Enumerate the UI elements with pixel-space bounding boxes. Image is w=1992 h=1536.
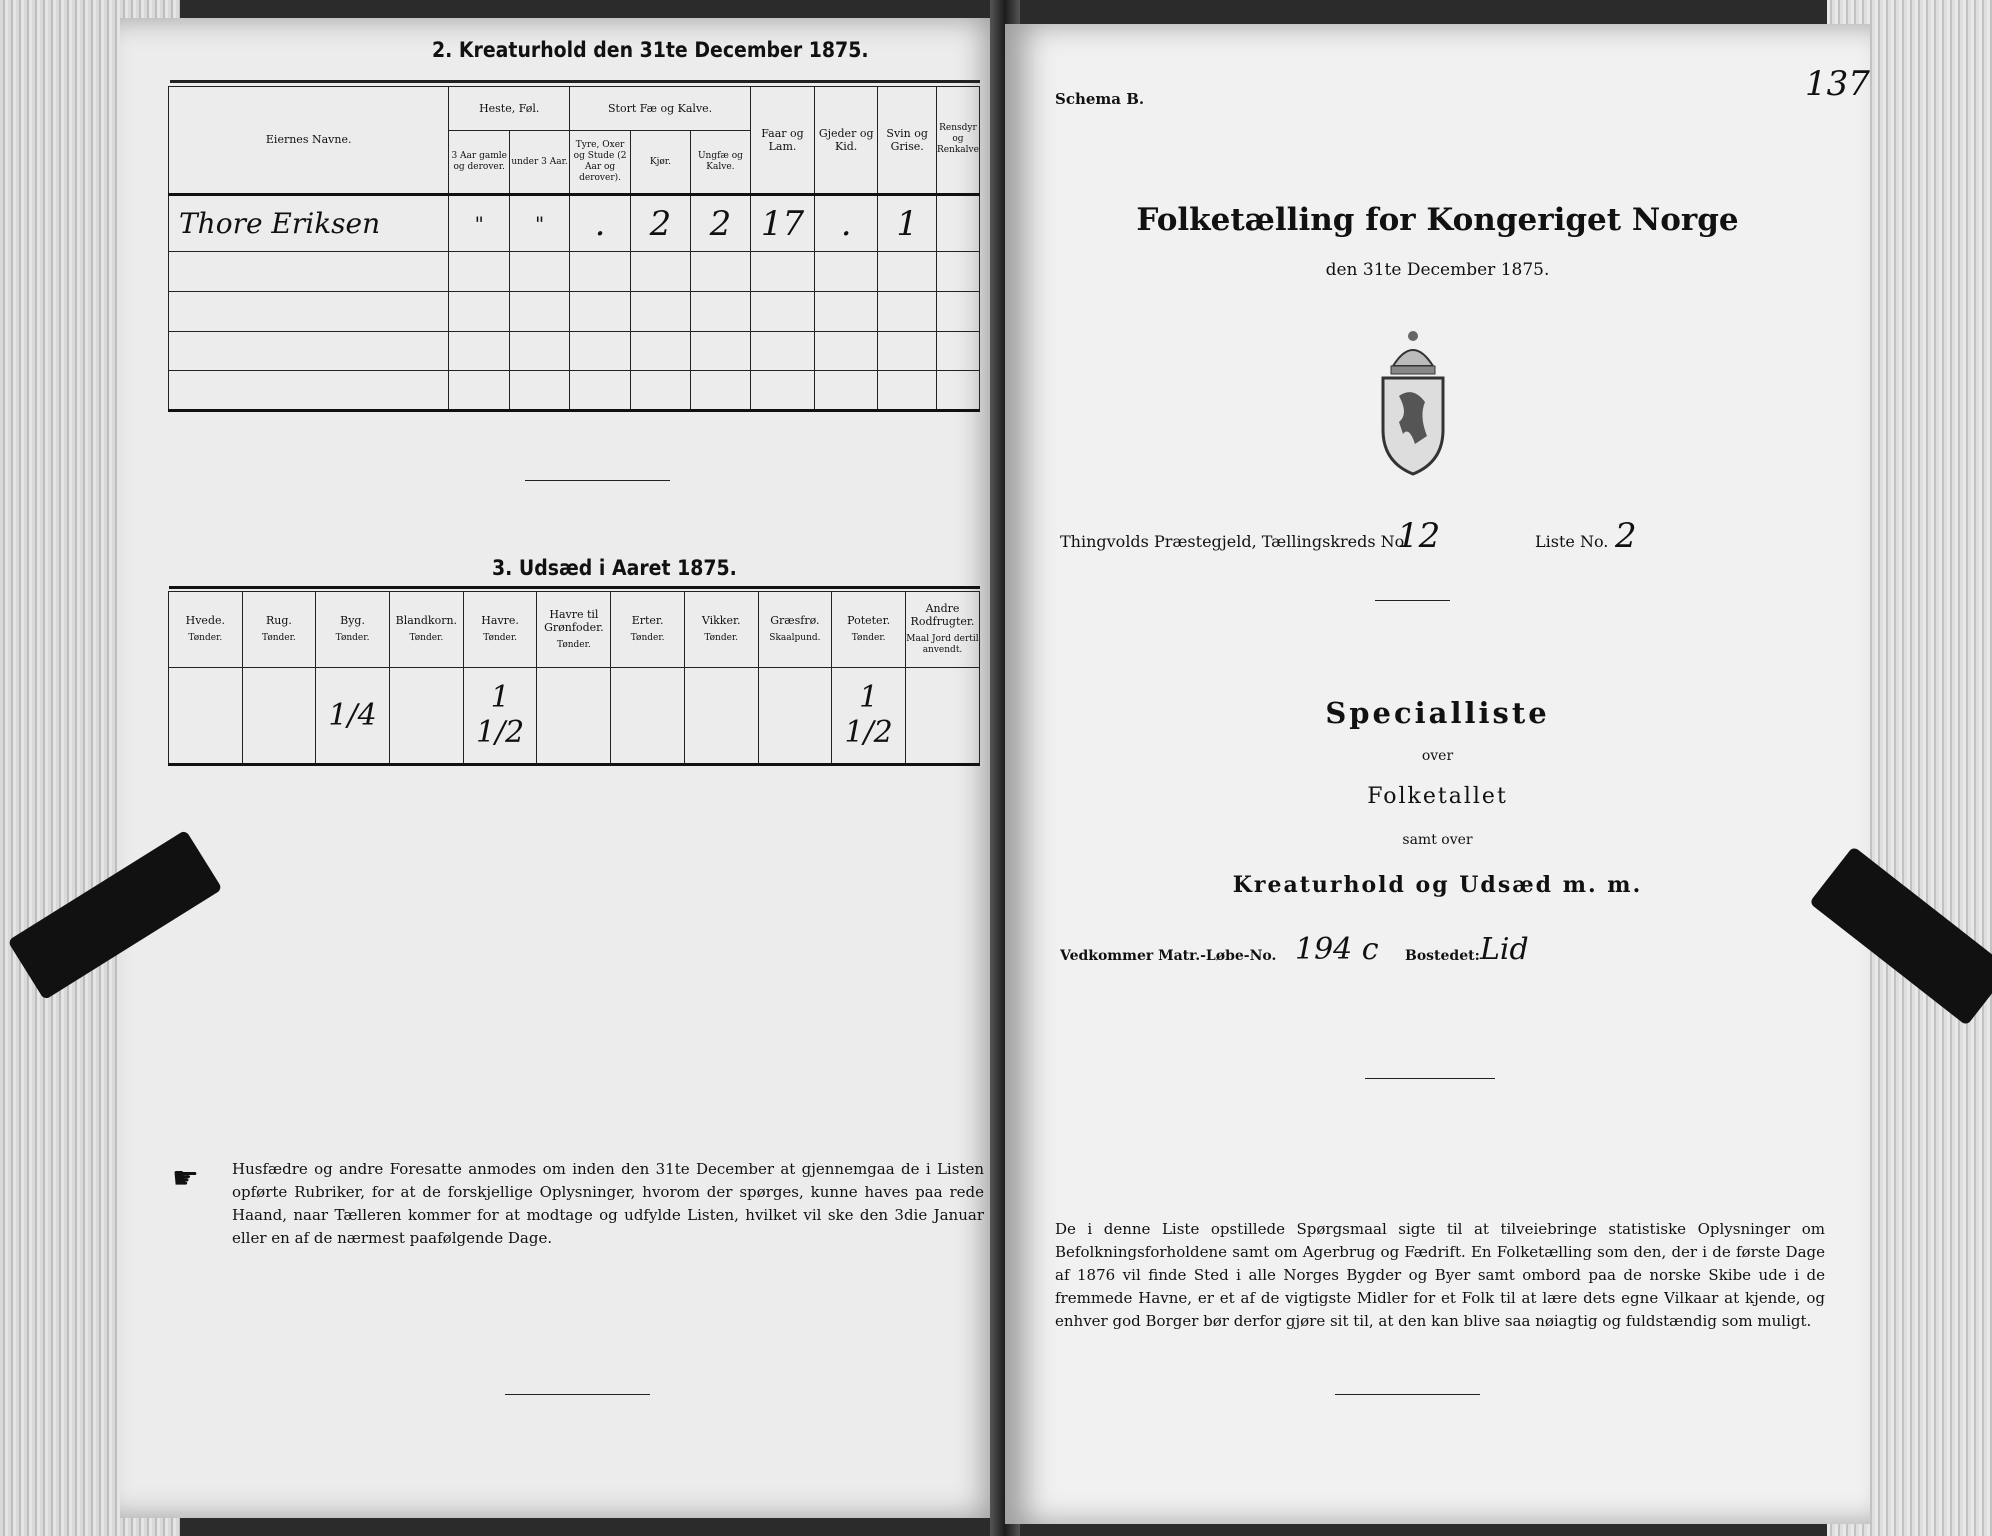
bosted-label: Bostedet: (1405, 948, 1480, 964)
sow-value-cell (758, 667, 832, 764)
samt-over-text: samt over (1402, 832, 1473, 848)
col-kjor: Kjør. (631, 131, 691, 195)
livestock-table (168, 86, 980, 412)
divider (525, 480, 670, 481)
sow-col-unit: Maal Jord dertil anvendt. (906, 634, 979, 656)
rule (170, 80, 980, 83)
schema-label: Schema B. (1055, 90, 1145, 108)
matr-number: 194 c (1295, 932, 1379, 967)
over-text: over (1421, 748, 1454, 764)
sow-col-name: Havre til Grønfoder. (544, 607, 604, 634)
ungfae-cell: 2 (690, 194, 750, 251)
sow-value-cell: 1 1/2 (832, 667, 906, 764)
section3-title: 3. Udsæd i Aaret 1875. (492, 556, 737, 580)
sow-col-header (389, 591, 463, 667)
liste-label: Liste No. (1535, 532, 1609, 551)
heste-young-cell: " (510, 194, 570, 251)
heste-old-cell: " (449, 194, 510, 251)
sow-col-header (169, 591, 243, 667)
right-page (1005, 24, 1870, 1524)
kreds-number: 12 (1397, 516, 1441, 556)
sow-value-cell (242, 667, 316, 764)
sow-col-name: Poteter. (847, 614, 891, 628)
sow-col-unit: Skaalpund. (769, 633, 821, 644)
sow-col-unit: Tønder. (630, 633, 665, 644)
page-number: 137 (1805, 64, 1870, 104)
tyre-cell: . (570, 194, 631, 251)
sow-col-name: Græsfrø. (770, 614, 820, 628)
sow-col-header (611, 591, 685, 667)
sow-col-unit: Tønder. (557, 639, 591, 650)
sow-value-cell: 1 1/2 (463, 667, 537, 764)
kjor-cell: 2 (631, 194, 691, 251)
divider (1365, 1078, 1495, 1079)
svin-cell: 1 (878, 194, 937, 251)
divider (505, 1394, 650, 1395)
sow-col-unit: Tønder. (262, 633, 296, 644)
matr-label: Vedkommer Matr.-Løbe-No. (1060, 948, 1277, 964)
sow-col-header (463, 591, 537, 667)
sow-value-cell (537, 667, 611, 764)
faar-cell: 17 (751, 194, 815, 251)
sow-col-name: Hvede. (185, 614, 225, 628)
sow-col-name: Blandkorn. (395, 614, 458, 628)
col-heste-old: 3 Aar gamle og derover. (449, 131, 510, 195)
sow-col-name: Erter. (631, 614, 664, 628)
census-purpose-paragraph: De i denne Liste opstillede Spørgsmaal sigte til at tilveiebringe statistiske Oplysninger om Befolkningsforholdene samt om Agerbrug og Fædrift. En Folketælling som den, der i de første Dage af 1876 vil finde Sted i alle Norges Bygder og Byer samt ombord paa de norske Skibe ude i de fremmede Havne, er et af de vigtigste Midler for et Folk til at lære dets egne Vilkaar at kjende, og enhver god Borger bør derfor gjøre sit til, at den kan blive saa nøiagtig og fuldstændig som muligt. (1055, 1220, 1825, 1330)
sow-col-header (537, 591, 611, 667)
col-tyre: Tyre, Oxer og Stude (2 Aar og derover). (570, 131, 631, 195)
main-heading: Folketælling for Kongeriget Norge (1136, 202, 1739, 238)
sow-col-unit: Tønder. (483, 633, 518, 644)
instructions-note: Husfædre og andre Foresatte anmodes om inden den 31te December at gjennemgaa de i Listen opførte Rubriker, for at de forskjellige Oplysninger, hvorom der spørges, kunne haves paa rede Haand, naar Tælleren kommer for at modtage og udfylde Listen, hvilket vil ske den 3die Januar eller en af de nærmest paafølgende Dage. (232, 1160, 984, 1247)
sow-col-unit: Tønder. (851, 633, 886, 644)
left-page (120, 18, 1005, 1518)
sow-col-unit: Tønder. (335, 633, 370, 644)
census-date: den 31te December 1875. (1325, 260, 1550, 280)
sow-col-name: Byg. (340, 614, 365, 628)
owner-name-cell: Thore Eriksen (169, 194, 449, 251)
sow-value-cell (684, 667, 758, 764)
coat-of-arms-icon (1375, 326, 1451, 476)
bosted-value: Lid (1480, 932, 1529, 967)
sow-col-unit: Tønder. (704, 633, 739, 644)
sow-value-cell: 1/4 (316, 667, 390, 764)
pointing-hand-icon: ☛ (172, 1161, 199, 1196)
sow-col-header (758, 591, 832, 667)
col-owner-name: Eiernes Navne. (169, 87, 449, 195)
col-stort: Stort Fæ og Kalve. (570, 87, 751, 131)
sow-col-unit: Tønder. (409, 633, 444, 644)
divider (1335, 1394, 1480, 1395)
divider (1375, 600, 1450, 601)
kreaturhold-heading: Kreaturhold og Udsæd m. m. (1232, 872, 1643, 898)
col-ungfae: Ungfæ og Kalve. (690, 131, 750, 195)
sow-value-cell (905, 667, 979, 764)
col-rensdyr: Rensdyr og Renkalve (936, 87, 979, 195)
liste-number: 2 (1615, 516, 1637, 556)
sow-col-name: Andre Rodfrugter. (910, 602, 975, 629)
col-svin: Svin og Grise. (878, 87, 937, 195)
col-heste: Heste, Føl. (449, 87, 570, 131)
sow-value-cell (389, 667, 463, 764)
sow-col-name: Havre. (481, 614, 519, 628)
sow-value-cell (169, 667, 243, 764)
folketallet-heading: Folketallet (1367, 784, 1508, 809)
sowing-table (168, 586, 980, 766)
rensdyr-cell (936, 194, 979, 251)
sow-value-cell (611, 667, 685, 764)
sow-col-header (832, 591, 906, 667)
section2-title: 2. Kreaturhold den 31te December 1875. (432, 38, 869, 62)
gjeder-cell: . (814, 194, 878, 251)
sow-col-header (905, 591, 979, 667)
specialliste-heading: Specialliste (1325, 696, 1550, 730)
col-gjeder: Gjeder og Kid. (814, 87, 878, 195)
col-heste-young: under 3 Aar. (510, 131, 570, 195)
sow-col-header (316, 591, 390, 667)
sow-col-name: Rug. (265, 614, 292, 628)
sow-col-header (242, 591, 316, 667)
col-faar: Faar og Lam. (751, 87, 815, 195)
sow-col-header (684, 591, 758, 667)
parish-label: Thingvolds Præstegjeld, Tællingskreds No. (1060, 532, 1410, 551)
sow-col-unit: Tønder. (188, 633, 223, 644)
sow-col-name: Vikker. (701, 614, 741, 628)
